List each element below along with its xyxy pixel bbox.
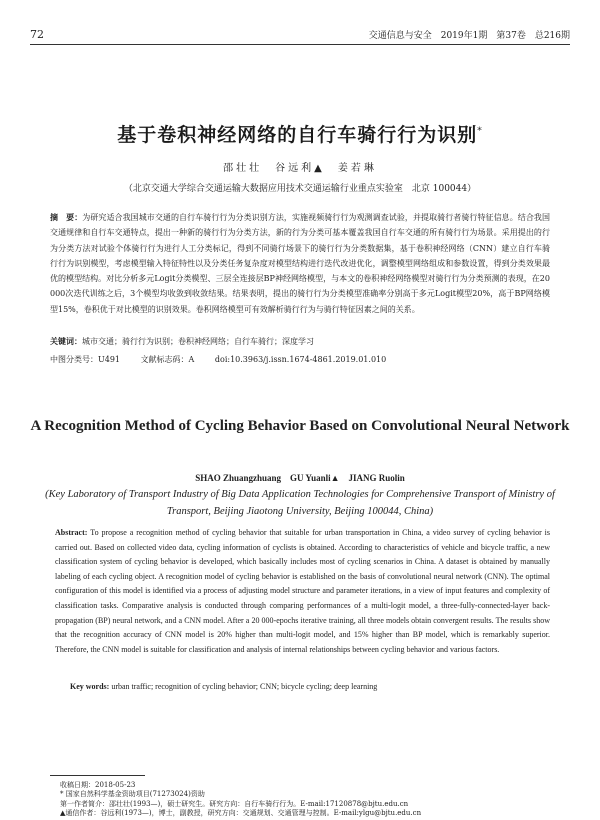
abstract-chinese — [50, 210, 550, 317]
keywords-english: Key words: urban traffic; recognition of cycling behavior; CNN; bicycle cycling; deep learning — [70, 682, 378, 691]
document-code: 文献标志码：A — [140, 355, 195, 364]
clc-number: 中图分类号：U491 — [50, 355, 121, 364]
authors-english: SHAO Zhuangzhuang GU Yuanli▲ JIANG Ruolin — [195, 473, 405, 483]
title-chinese: 基于卷积神经网络的自行车骑行行为识别* — [117, 124, 483, 146]
footnotes — [60, 781, 550, 819]
title-footnote-mark: * — [477, 126, 483, 137]
abstract-cn-text: 为研究适合我国城市交通的自行车骑行行为分类识别方法，实施视频骑行行为观测调查试验，并提取骑行者骑行特征信息。结合我国交通规律和自行车交通特点，提出一种新的骑行行为分类方法，新的行为分类可基本覆盖我国自行车交通的所有骑行行为场景。采用提出的行为分类方法对试验个体骑行行为进行人工分类标记，得到不同骑行场景下的骑行行为分类数据集，基于卷积神经网络（CNN）建立自行车骑行行为识别模型，考虑模型输入特征特性以及分类任务复杂度对模型结构进行迭代改进优化，调整模型网络组成和参数设置，得到分类效果最优的模型结构。对比分析多元Logit分类模型、三层全连接层BP神经网络模型，与本文的卷积神经网络模型对骑行行为分类预测的表现，在20 000次迭代训练之后，3个模型均收敛到收敛结果。结果表明，提出的骑行行为分类模型准确率分别高于多元Logit模型20%，高于BP网络模型15%，卷积优于对比模型的识别效果。卷积网络模型可有效解析骑行行为与骑行特征因素之间的关系。 — [50, 213, 550, 314]
classification-line — [50, 354, 550, 365]
abstract-cn-label: 摘 要： — [50, 212, 83, 222]
affiliation-chinese: （北京交通大学综合交通运输大数据应用技术交通运输行业重点实验室 北京 100044） — [123, 184, 477, 194]
authors-chinese: 邵壮壮 谷远利▲ 姜若琳 — [223, 163, 377, 174]
footnote-funding: * 国家自然科学基金资助项目(71273024)资助 — [60, 790, 205, 799]
doi: doi:10.3963/j.issn.1674-4861.2019.01.010 — [214, 355, 387, 364]
footnote-rule — [50, 775, 145, 776]
title-english: A Recognition Method of Cycling Behavior Based on Convolutional Neural Network — [30, 418, 570, 434]
header-rule — [30, 44, 570, 45]
footnote-corresponding-author: ▲通信作者：谷远利(1973—)，博士，副教授，研究方向：交通规划、交通管理与控制。E-mail:ylgu@bjtu.edu.cn — [60, 809, 422, 818]
affiliation-english: (Key Laboratory of Transport Industry of Big Data Application Technologies for Comprehensive Transport of Ministry of Transport, Beijing Jiaotong University, Beijing 100044, China) — [45, 489, 555, 517]
footnote-first-author: 第一作者简介：邵壮壮(1993—)，硕士研究生。研究方向：自行车骑行行为。E-mail:17120878@bjtu.edu.cn — [60, 799, 409, 808]
abstract-english — [55, 526, 550, 657]
abstract-en-text: To propose a recognition method of cycling behavior that suitable for urban transportation in China, a video survey of cycling behavior is carried out. Based on collected video data, cycling information of cyclists is obtained. According to characteristics of vehicle and bicycle traffic, a new classification system of cycling behavior is developed, which basically includes most of cycling scenarios in China. A dataset is obtained by manually labeling of each cycling object. A recognition model of cycling behavior is established on the basis of convolutional neural network (CNN). The optimal configuration of this model is identified via a process of adjusting model structure and parameter iterations, in a view of input features and complexity of classification tasks. Comparative analysis is conducted through comparing performances of a multi-logit model, a three-fully-connected-layer back-propagation (BP) neural network, and a CNN model. After a 20 000-epochs iterative training, all three models obtain convergent results. The results show that the recognition accuracy of CNN model is 20% higher than multi-logit model, and 15% higher than BP model, which is remarkably superior. Therefore, the CNN model is suitable for classification and analysis of internal relationships between cycling behavior and various factors. — [55, 528, 550, 654]
abstract-en-label: Abstract: — [55, 528, 88, 537]
journal-info: 交通信息与安全 2019年1期 第37卷 总216期 — [368, 31, 570, 41]
keywords-chinese: 关键词：城市交通；骑行行为识别；卷积神经网络；自行车骑行；深度学习 — [50, 336, 314, 346]
footnote-received: 收稿日期：2018-05-23 — [60, 781, 136, 789]
page-number: 72 — [30, 28, 44, 41]
